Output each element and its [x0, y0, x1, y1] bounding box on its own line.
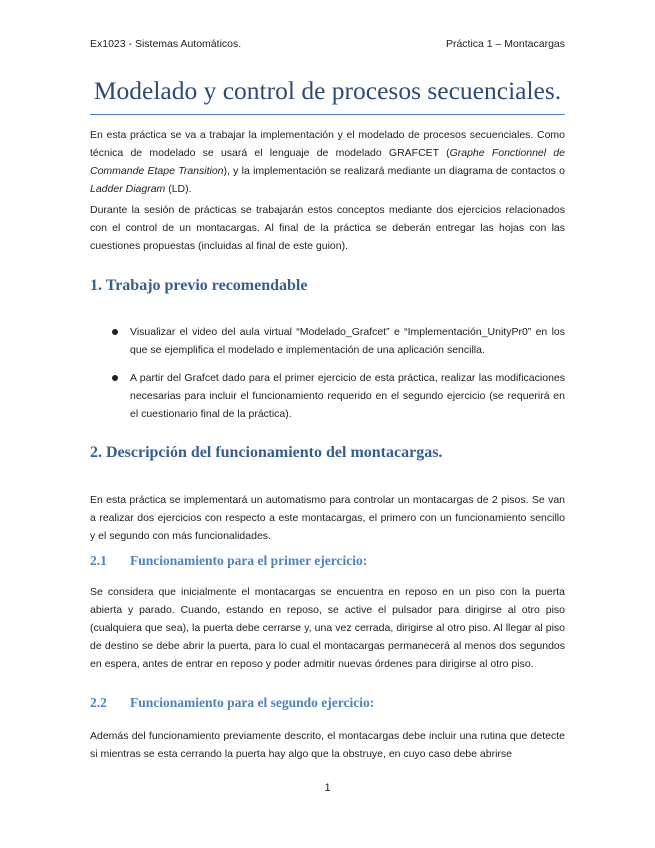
- section-2-heading: 2. Descripción del funcionamiento del montacargas.: [90, 444, 443, 461]
- header-course: Ex1023 - Sistemas Automáticos.: [90, 38, 242, 50]
- section-1-heading: 1. Trabajo previo recomendable: [90, 277, 308, 294]
- page-title: Modelado y control de procesos secuenciales.: [90, 76, 565, 115]
- section-2-1-number: 2.1: [90, 553, 107, 568]
- section-2-2-title: Funcionamiento para el segundo ejercicio:: [130, 695, 375, 710]
- header-practice: Práctica 1 – Montacargas: [445, 38, 565, 50]
- section-2-1-heading: [90, 553, 367, 569]
- bullet-icon: [112, 329, 118, 335]
- bullet-item-2: A partir del Grafcet dado para el primer ejercicio de esta práctica, realizar las modificaciones necesarias para incluir el funcionamiento requerido en el segundo ejercicio (se requerirá en el cuestionario final de la práctica).: [130, 372, 565, 420]
- bullet-item-1: Visualizar el video del aula virtual “Modelado_Grafcet” e “Implementación_UnityPr0” en los que se ejemplifica el modelado e implementación de una aplicación sencilla.: [130, 326, 565, 356]
- section-2-1-title: Funcionamiento para el primer ejercicio:: [130, 553, 368, 568]
- bullet-icon: [112, 375, 118, 381]
- section-2-1-paragraph: Se considera que inicialmente el montacargas se encuentra en reposo en un piso con la puerta abierta y parado. Cuando, estando en reposo, se active el pulsador para dirigirse al otro piso (cualquiera que sea), la puerta debe cerrarse y, una vez cerrada, dirigirse al otro piso. Al llegar al piso de destino se debe abrir la puerta, para lo cual el montacargas permanecerá al menos dos segundos en espera, antes de entrar en reposo y poder admitir nuevas órdenes para dirigirse al otro piso.: [90, 586, 565, 670]
- section-2-paragraph: En esta práctica se implementará un automatismo para controlar un montacargas de 2 pisos. Se van a realizar dos ejercicios con respecto a este montacargas, el primero con un funcionamiento sencillo y el segundo con más funcionalidades.: [90, 494, 565, 542]
- section-2-2-paragraph: Además del funcionamiento previamente descrito, el montacargas debe incluir una rutina que detecte si mientras se esta cerrando la puerta hay algo que la obstruye, en cuyo caso debe abrirse: [90, 730, 565, 760]
- section-2-2-heading: [90, 695, 374, 711]
- page-number: 1: [324, 782, 331, 794]
- section-2-2-number: 2.2: [90, 695, 107, 710]
- intro-paragraph-2: Durante la sesión de prácticas se trabajarán estos conceptos mediante dos ejercicios relacionados con el control de un montacargas. Al final de la práctica se deberán entregar las hojas con las cuestiones propuestas (incluidas al final de este guion).: [90, 204, 565, 252]
- intro-paragraph-1: En esta práctica se va a trabajar la implementación y el modelado de procesos secuenciales. Como técnica de modelado se usará el lenguaje de modelado GRAFCET (Graphe Fonctionnel de Commande Etape Transition), y la implementación se realizará mediante un diagrama de contactos o Ladder Diagram (LD).: [90, 129, 565, 195]
